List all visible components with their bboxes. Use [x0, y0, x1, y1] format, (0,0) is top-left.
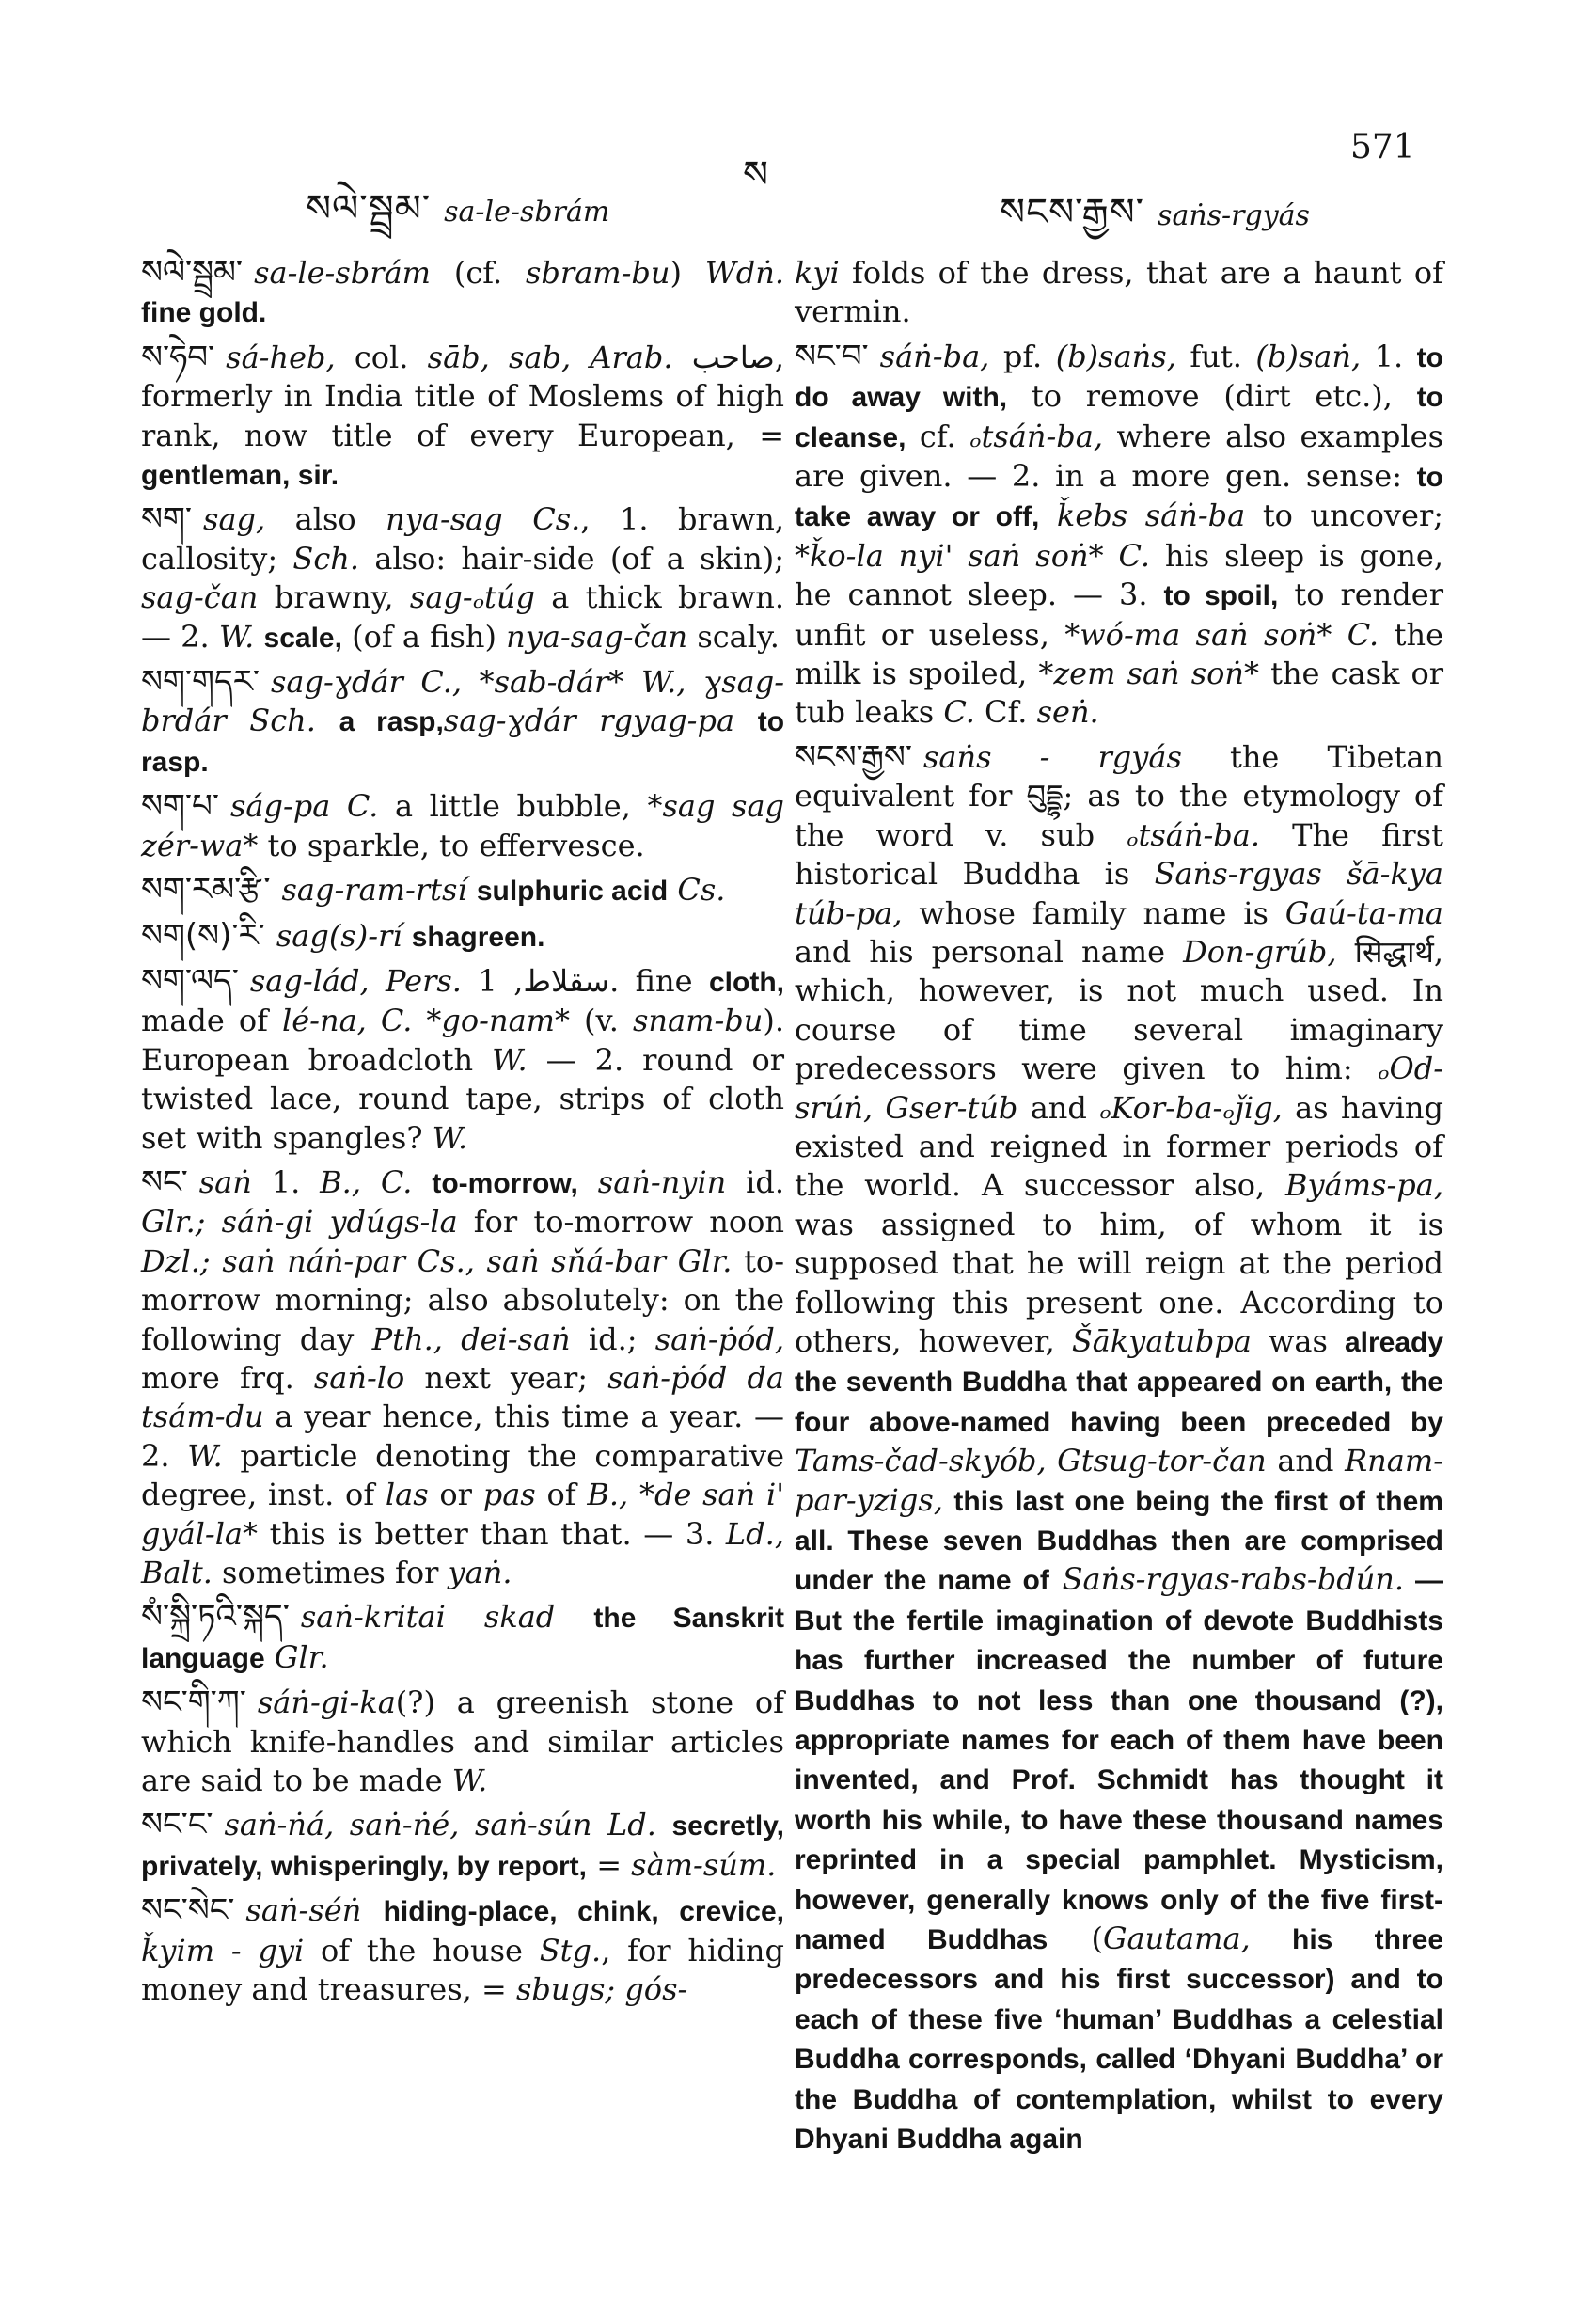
- entry-text: more frq.: [141, 1359, 314, 1396]
- entry-text: the cask or tub leaks: [795, 656, 1444, 731]
- entry-italic-text: sag-čan: [141, 579, 259, 616]
- entry-text: བུདྡྷ: [1026, 778, 1064, 814]
- dictionary-entry: [141, 1806, 784, 1886]
- dictionary-entry: [141, 917, 784, 956]
- entry-text: [656, 1807, 672, 1842]
- entry-italic-text: Tams-čad-skyób, Gtsug-tor-čan: [795, 1443, 1267, 1479]
- dictionary-entry: [141, 254, 784, 333]
- entry-italic-text: snam-bu: [632, 1003, 764, 1039]
- dictionary-entry: [141, 500, 784, 657]
- entry-italic-text: saṅ-lo: [313, 1359, 405, 1396]
- entry-text: to-morrow morning; also absolutely: on the following day: [141, 1242, 785, 1357]
- entry-text: this is better than that. — 3.: [258, 1515, 726, 1552]
- entry-text: (?) a greenish stone of which knife-handles and similar articles are said to be made: [141, 1684, 784, 1799]
- entry-text: where also examples are given. — 2. in a more gen. sense:: [795, 418, 1444, 495]
- entry-text: سقلاط, 1. fine: [461, 962, 709, 999]
- entry-italic-text: W.: [451, 1763, 488, 1799]
- entry-text: made of: [141, 1003, 282, 1039]
- entry-italic-text: Cs.: [677, 872, 726, 909]
- entry-text: whose family name is: [902, 894, 1285, 931]
- entry-italic-text: (b)saṅ,: [1255, 338, 1362, 374]
- entry-italic-text: sag-ɣdár rgyag-pa: [443, 703, 735, 739]
- entry-headword-tibetan: སག་ལད་: [141, 961, 239, 1000]
- dictionary-entry: [141, 962, 784, 1158]
- entry-text: The first historical Buddha is: [795, 816, 1444, 893]
- entry-headword-tibetan: སངས་རྒྱས་: [795, 737, 912, 776]
- entry-text: and: [1017, 1089, 1100, 1126]
- entry-text: [668, 872, 677, 908]
- entry-text: as having existed and reigned in former periods of the world. A successor also,: [795, 1089, 1443, 1204]
- entry-text: صاحب, formerly in India title of Moslems of high rank, now title of every European, =: [141, 339, 785, 453]
- entry-italic-text: sàm-súm.: [631, 1846, 777, 1883]
- entry-text: to uncover;: [1245, 498, 1444, 534]
- entry-italic-text: ǩyim - gyi: [141, 1932, 305, 1968]
- entry-gloss-bold: cloth,: [709, 966, 784, 998]
- entry-gloss-bold: a rasp,: [339, 706, 444, 738]
- entry-italic-text: saṅ: [198, 1163, 252, 1200]
- entry-italic-text: saṅ-kritai skad: [300, 1599, 556, 1636]
- entry-italic-text: las: [385, 1477, 429, 1513]
- entry-text: id.;: [570, 1320, 655, 1357]
- entry-text: [1049, 1561, 1063, 1597]
- entry-italic-text: Byáms-pa,: [1285, 1167, 1443, 1204]
- entry-italic-text: nya-sag Cs.: [386, 501, 581, 538]
- entry-italic-text: sag-lád, Pers.: [249, 962, 462, 999]
- entry-text: next year;: [404, 1359, 608, 1396]
- entry-text: [316, 703, 339, 738]
- entry-italic-text: ₒtsáṅ-ba,: [969, 418, 1103, 454]
- entry-text: (v.: [570, 1003, 633, 1039]
- entry-text: , 1. brawn, callosity;: [141, 501, 785, 577]
- entry-italic-text: sbugs; gós-: [515, 1971, 688, 2008]
- entry-text: also: hair-side (of a skin);: [359, 540, 784, 577]
- entry-text: 1.: [1361, 338, 1417, 374]
- entry-italic-text: sag(s)-rí: [276, 917, 402, 954]
- entry-headword-tibetan: སང་བ་: [795, 337, 869, 375]
- running-head-letter: ས: [743, 153, 768, 197]
- entry-italic-text: ǩebs sáṅ-ba: [1056, 498, 1246, 534]
- entry-text: ). European broadcloth: [141, 1003, 784, 1078]
- entry-italic-text: Pth., dei-saṅ: [371, 1320, 571, 1357]
- entry-text: ): [670, 255, 705, 291]
- entry-text: a little bubble,: [378, 788, 648, 825]
- entry-text: सिद्धार्थ, which, however, is not much used. In course of time several imaginary predecessors were given to him:: [795, 933, 1443, 1087]
- entry-text: and: [1266, 1443, 1346, 1479]
- entry-text: [1039, 498, 1057, 533]
- entry-gloss-bold: to-morrow,: [432, 1167, 578, 1199]
- dictionary-entry: [141, 1891, 784, 2009]
- entry-headword-tibetan: སག་པ་: [141, 787, 219, 826]
- dictionary-entry: [795, 254, 1443, 332]
- entry-italic-text: Saṅs-rgyas šā-kya túb-pa,: [795, 856, 1444, 931]
- entry-italic-text: ₒKor-ba-ₒǰig,: [1099, 1089, 1283, 1126]
- running-head-right-translit: saṅs-rgyás: [1158, 199, 1310, 232]
- entry-gloss-bold: to rasp.: [141, 706, 785, 778]
- dictionary-entry: [141, 1684, 784, 1800]
- entry-text: =: [587, 1846, 632, 1883]
- entry-text: of the house: [304, 1932, 540, 1968]
- entry-text: sometimes for: [212, 1555, 449, 1590]
- entry-text: — 2. round or twisted lace, round tape, strips of cloth set with spangles?: [141, 1041, 785, 1156]
- entry-text: to remove (dirt etc.),: [1007, 378, 1417, 415]
- entry-text: [265, 1639, 275, 1675]
- entry-text: the Tibetan equivalent for: [795, 738, 1444, 814]
- dictionary-entry: [141, 339, 784, 496]
- entry-italic-text: nya-sag-čan: [506, 618, 688, 655]
- entry-italic-text: Šākyatubpa: [1071, 1322, 1252, 1359]
- entry-text: (: [1048, 1921, 1103, 1957]
- entry-headword-tibetan: སང་གི་ཀ་: [141, 1684, 246, 1722]
- page-number: 571: [1350, 128, 1415, 166]
- entry-italic-text: C.: [943, 694, 975, 731]
- entry-text: or: [428, 1477, 483, 1513]
- entry-italic-text: *zem saṅ soṅ*: [1038, 656, 1260, 692]
- entry-italic-text: Don-grúb,: [1183, 933, 1337, 970]
- entry-headword-tibetan: སང་: [141, 1162, 188, 1201]
- entry-text: [254, 619, 263, 655]
- entry-gloss-bold: hiding-place, chink, crevice,: [383, 1896, 784, 1928]
- entry-text: [467, 872, 477, 908]
- entry-text: fut.: [1175, 338, 1256, 374]
- entry-gloss-bold: — But the fertile imagination of devote Buddhists has further increased the number of future Buddhas to not less than one thousand (?), appropriate names for each of them have been invented, and Prof. Schmidt has thought it worth his while, to have these thousand names reprinted in a special pamphlet. Mysticism, however, generally knows only of the five first-named Buddhas: [795, 1565, 1444, 1956]
- entry-gloss-bold: the Sanskrit language: [141, 1603, 784, 1674]
- entry-headword-tibetan: སག་རམ་རྩི་: [141, 871, 271, 909]
- entry-text: and his personal name: [795, 933, 1184, 970]
- entry-text: (of a fish): [341, 618, 507, 655]
- entry-italic-text: Stg.: [539, 1932, 602, 1968]
- entry-text: [402, 918, 412, 954]
- running-head-left-translit: sa-le-sbrám: [444, 196, 610, 229]
- entry-headword-tibetan: སལེ་སྦྲམ་: [141, 254, 244, 292]
- entry-text: [555, 1599, 593, 1635]
- entry-text: particle denoting the comparative degree, inst. of: [141, 1437, 785, 1513]
- left-column: [141, 254, 784, 2015]
- entry-text: scaly.: [687, 618, 780, 655]
- entry-headword-tibetan: ས་ཧེབ་: [141, 338, 215, 376]
- dictionary-entry: [141, 787, 784, 865]
- entry-text: his sleep is gone, he cannot sleep. — 3.: [795, 537, 1444, 613]
- entry-italic-text: seṅ.: [1036, 694, 1099, 731]
- entry-gloss-bold: sulphuric acid: [476, 876, 669, 908]
- entry-italic-text: ₒOd-srúṅ, Gser-túb: [795, 1051, 1443, 1126]
- entry-italic-text: Glr.: [274, 1638, 329, 1675]
- right-column: [795, 254, 1443, 2165]
- entry-italic-text: Gautama,: [1102, 1921, 1251, 1957]
- entry-headword-tibetan: སཾ་སྐྲི་ཏའི་སྐད་: [141, 1598, 290, 1636]
- entry-italic-text: sag,: [203, 501, 266, 538]
- entry-headword-tibetan: སག་: [141, 500, 193, 539]
- entry-italic-text: *ǩo-la nyi' saṅ soṅ* C.: [795, 537, 1151, 574]
- entry-text: the milk is spoiled,: [795, 616, 1444, 692]
- entry-italic-text: saṅ-ṗód,: [654, 1320, 785, 1357]
- entry-text: was assigned to him, of whom it is supposed that he will reign at the period following this present one. According to others, however,: [795, 1206, 1443, 1359]
- dictionary-entry: [141, 663, 784, 782]
- entry-headword-tibetan: སག་གདར་: [141, 663, 260, 702]
- entry-italic-text: ság-pa C.: [229, 788, 379, 825]
- entry-italic-text: sáṅ-ba,: [879, 338, 990, 374]
- entry-italic-text: pas: [482, 1477, 536, 1513]
- entry-text: id.: [726, 1163, 785, 1200]
- entry-italic-text: Ld., Balt.: [141, 1515, 784, 1590]
- entry-text: pf.: [989, 338, 1056, 374]
- entry-text: a year hence, this time a year. — 2.: [141, 1399, 784, 1474]
- entry-gloss-bold: to take away or off,: [795, 462, 1443, 533]
- entry-italic-text: W.: [492, 1041, 528, 1078]
- entry-italic-text: saṅ-nyin: [597, 1163, 727, 1200]
- entry-headword-tibetan: སང་ང་: [141, 1806, 213, 1844]
- entry-italic-text: Dzl.; saṅ náṅ-par Cs., saṅ sňá-bar Glr.: [141, 1242, 733, 1279]
- entry-headword-tibetan: སང་སེང་: [141, 1891, 235, 1930]
- entry-italic-text: sáṅ-gi-ka: [257, 1684, 396, 1721]
- entry-gloss-bold: this last one being the first of them all. These seven Buddhas then are comprised under the name of: [795, 1485, 1443, 1597]
- entry-gloss-bold: already the seventh Buddha that appeared on earth, the four above-named having been preceded by: [795, 1326, 1444, 1438]
- entry-italic-text: Glr.; sáṅ-gi ydúgs-la: [141, 1204, 458, 1241]
- entry-gloss-bold: to spoil,: [1163, 580, 1279, 612]
- entry-gloss-bold: shagreen.: [411, 921, 545, 953]
- entry-text: col.: [335, 339, 428, 375]
- entry-italic-text: Gaú-ta-ma: [1284, 894, 1443, 931]
- entry-text: folds of the dress, that are a haunt of vermin.: [795, 255, 1443, 330]
- running-head-left-tibetan: སལེ་སྦྲམ་: [306, 187, 432, 230]
- entry-text: , for hiding money and treasures, =: [141, 1932, 784, 2008]
- entry-italic-text: sag-ɣdár C., *sab-dár* W., ɣsag-brdár Sch.: [141, 664, 784, 739]
- dictionary-entry: [141, 1598, 784, 1678]
- entry-text: [734, 703, 758, 738]
- entry-text: for to-morrow noon: [457, 1204, 785, 1241]
- entry-italic-text: W.: [187, 1437, 223, 1474]
- entry-gloss-bold: fine gold.: [141, 297, 267, 329]
- entry-italic-text: sāb, sab, Arab.: [427, 339, 673, 375]
- entry-text: to render unfit or useless,: [795, 577, 1443, 653]
- entry-italic-text: *wó-ma saṅ soṅ* C.: [1064, 616, 1379, 653]
- entry-text: brawny,: [258, 579, 410, 616]
- dictionary-entry: [141, 1163, 784, 1592]
- entry-italic-text: Rnam-par-yzigs,: [795, 1443, 1444, 1518]
- entry-italic-text: (b)saṅs,: [1055, 338, 1176, 374]
- entry-italic-text: W.: [432, 1119, 468, 1156]
- entry-text: (cf.: [430, 255, 526, 291]
- entry-italic-text: kyi: [795, 255, 840, 291]
- entry-italic-text: saṅ-séṅ: [245, 1892, 362, 1929]
- dictionary-entry: [795, 338, 1443, 733]
- entry-gloss-bold: gentleman, sir.: [141, 460, 339, 492]
- entry-italic-text: saṅs - rgyás: [922, 738, 1182, 775]
- running-head-right-tibetan: སངས་རྒྱས་: [1000, 191, 1145, 234]
- dictionary-entry: [141, 871, 784, 910]
- entry-gloss-bold: his three predecessors and his first successor) and to each of these five ‘human’ Buddhas a celestial Buddha corresponds, called ‘Dhyani Buddha’ or the Buddha of contemplation, whilst to every Dhyani Buddha again: [795, 1924, 1443, 2156]
- entry-italic-text: saṅ-ṗód da tsám-du: [141, 1359, 785, 1435]
- entry-italic-text: Saṅs-rgyas-rabs-bdún.: [1062, 1561, 1405, 1598]
- entry-italic-text: sag-ₒtúg: [409, 579, 535, 616]
- entry-italic-text: Wdṅ.: [704, 255, 785, 291]
- entry-italic-text: saṅ-ṅá, saṅ-ṅé, saṅ-sún Ld.: [224, 1807, 656, 1843]
- entry-text: [412, 1164, 432, 1200]
- entry-text: was: [1251, 1322, 1345, 1359]
- entry-text: ; as to the etymology of the word v. sub: [795, 778, 1444, 853]
- entry-italic-text: B., C.: [320, 1163, 413, 1200]
- entry-text: Cf.: [974, 694, 1037, 731]
- dictionary-entry: [795, 738, 1443, 2159]
- entry-text: to sparkle, to effervesce.: [258, 827, 645, 863]
- entry-italic-text: B., *de saṅ i' gyál-la*: [141, 1477, 785, 1552]
- entry-text: [578, 1164, 598, 1200]
- entry-text: also: [265, 501, 386, 538]
- entry-italic-text: sbram-bu: [525, 255, 670, 291]
- entry-italic-text: sag-ram-rtsí: [281, 872, 467, 909]
- entry-text: of: [535, 1477, 588, 1513]
- entry-italic-text: Sch.: [292, 540, 360, 577]
- entry-italic-text: sá-heb,: [226, 339, 336, 375]
- entry-text: cf.: [906, 418, 970, 454]
- entry-italic-text: *sag sag zér-wa*: [141, 788, 785, 863]
- entry-italic-text: W.: [218, 618, 255, 655]
- entry-gloss-bold: to cleanse,: [795, 382, 1444, 453]
- entry-italic-text: sa-le-sbrám: [254, 255, 431, 291]
- entry-text: 1.: [251, 1163, 321, 1200]
- entry-gloss-bold: secretly, privately, whisperingly, by report,: [141, 1810, 785, 1882]
- entry-italic-text: lé-na, C. *go-nam*: [282, 1003, 570, 1039]
- entry-headword-tibetan: སག(ས)་རི་: [141, 916, 265, 955]
- entry-gloss-bold: to do away with,: [795, 341, 1443, 414]
- entry-italic-text: yaṅ.: [448, 1555, 512, 1590]
- entry-gloss-bold: scale,: [263, 622, 342, 654]
- entry-text: [361, 1892, 383, 1928]
- entry-text: a thick brawn. — 2.: [141, 579, 785, 655]
- entry-italic-text: ₒtsáṅ-ba.: [1127, 816, 1261, 853]
